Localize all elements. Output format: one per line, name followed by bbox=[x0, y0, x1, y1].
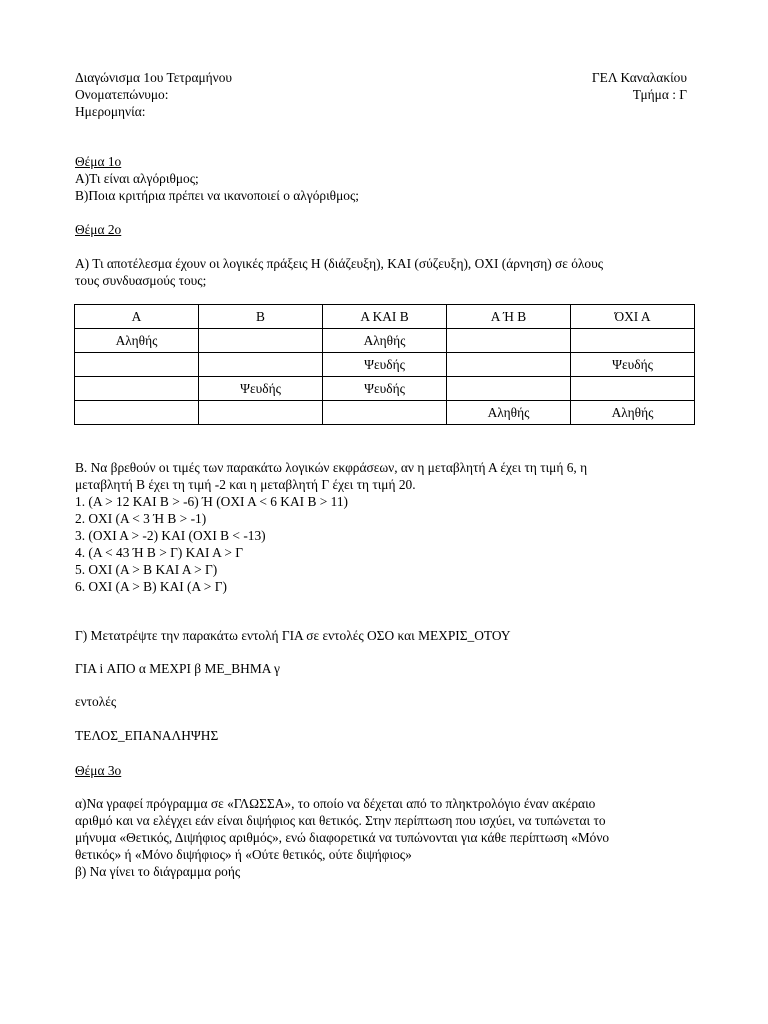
expression-item: 5. ΟΧΙ (Α > Β ΚΑΙ Α > Γ) bbox=[75, 562, 218, 577]
theme2-question-a bbox=[75, 255, 687, 289]
theme2-question-c: Γ) Μετατρέψτε την παρακάτω εντολή ΓΙΑ σε εντολές ΟΣΟ και ΜΕΧΡΙΣ_ΟΤΟΥ bbox=[75, 628, 511, 643]
loop-end: ΤΕΛΟΣ_ΕΠΑΝΑΛΗΨΗΣ bbox=[75, 728, 219, 743]
theme2-a-line2: τους συνδυασμούς τους; bbox=[75, 273, 207, 288]
table-cell: Ψευδής bbox=[323, 353, 447, 377]
expression-item: 4. (Α < 43 Ή Β > Γ) ΚΑΙ Α > Γ bbox=[75, 545, 243, 560]
exam-header bbox=[75, 69, 687, 120]
school-name: ΓΕΛ Καναλακίου bbox=[591, 70, 687, 85]
table-cell: Ψευδής bbox=[199, 377, 323, 401]
theme3-a-line3: μήνυμα «Θετικός, Διψήφιος αριθμός», ενώ διαφορετικά να τυπώνονται για κάθε περίπτωση «Μόνο bbox=[75, 830, 610, 845]
table-header-cell: Β bbox=[199, 305, 323, 329]
theme3-title: Θέμα 3ο bbox=[75, 763, 122, 778]
table-cell bbox=[75, 401, 199, 425]
theme3-a-line1: α)Να γραφεί πρόγραμμα σε «ΓΛΩΣΣΑ», το οποίο να δέχεται από το πληκτρολόγιο έναν ακέραιο bbox=[75, 796, 596, 811]
table-row bbox=[75, 401, 695, 425]
table-cell bbox=[447, 329, 571, 353]
table-cell: Αληθής bbox=[447, 401, 571, 425]
theme2-b-line2: μεταβλητή Β έχει τη τιμή -2 και η μεταβλητή Γ έχει τη τιμή 20. bbox=[75, 477, 416, 492]
table-cell: Αληθής bbox=[75, 329, 199, 353]
theme3-question-b: β) Να γίνει το διάγραμμα ροής bbox=[75, 864, 241, 879]
table-cell bbox=[447, 353, 571, 377]
theme2-question-b bbox=[75, 459, 687, 595]
theme2-b-line1: Β. Να βρεθούν οι τιμές των παρακάτω λογικών εκφράσεων, αν η μεταβλητή Α έχει τη τιμή 6, η bbox=[75, 460, 588, 475]
theme2-a-line1: Α) Τι αποτέλεσμα έχουν οι λογικές πράξεις Η (διάζευξη), ΚΑΙ (σύζευξη), ΟΧΙ (άρνηση) σε όλους bbox=[75, 256, 604, 271]
theme1-question-b: Β)Ποια κριτήρια πρέπει να ικανοποιεί ο αλγόριθμος; bbox=[75, 188, 359, 203]
table-cell bbox=[75, 353, 199, 377]
name-label: Ονοματεπώνυμο: bbox=[75, 87, 169, 102]
exam-title: Διαγώνισμα 1ου Τετραμήνου bbox=[75, 70, 233, 85]
expression-item: 3. (ΟΧΙ Α > -2) ΚΑΙ (ΟΧΙ Β < -13) bbox=[75, 528, 266, 543]
table-row bbox=[75, 353, 695, 377]
truth-table-header-row bbox=[75, 305, 695, 329]
truth-table bbox=[74, 304, 695, 425]
expression-item: 2. ΟΧΙ (Α < 3 Ή Β > -1) bbox=[75, 511, 207, 526]
table-header-cell: Α ΚΑΙ Β bbox=[323, 305, 447, 329]
table-row bbox=[75, 377, 695, 401]
table-cell bbox=[447, 377, 571, 401]
table-cell: Αληθής bbox=[323, 329, 447, 353]
table-header-cell: ΌΧΙ Α bbox=[571, 305, 695, 329]
table-cell bbox=[571, 329, 695, 353]
table-cell bbox=[199, 401, 323, 425]
theme1-title: Θέμα 1ο bbox=[75, 154, 122, 169]
table-header-cell: Α Ή Β bbox=[447, 305, 571, 329]
theme3-a-line2: αριθμό και να ελέγχει εάν είναι διψήφιος και θετικός. Στην περίπτωση που ισχύει, να τυπώνεται το bbox=[75, 813, 606, 828]
theme3-question-a bbox=[75, 795, 687, 863]
table-cell bbox=[323, 401, 447, 425]
table-row bbox=[75, 329, 695, 353]
table-cell bbox=[199, 329, 323, 353]
table-cell bbox=[75, 377, 199, 401]
theme2-title: Θέμα 2ο bbox=[75, 222, 122, 237]
date-label: Ημερομηνία: bbox=[75, 104, 146, 119]
table-header-cell: Α bbox=[75, 305, 199, 329]
expression-item: 1. (Α > 12 ΚΑΙ Β > -6) Ή (ΟΧΙ Α < 6 ΚΑΙ Β > 11) bbox=[75, 494, 348, 509]
table-cell: Ψευδής bbox=[323, 377, 447, 401]
table-cell bbox=[199, 353, 323, 377]
table-cell: Αληθής bbox=[571, 401, 695, 425]
theme1-section bbox=[75, 153, 687, 204]
expression-item: 6. ΟΧΙ (Α > Β) ΚΑΙ (Α > Γ) bbox=[75, 579, 227, 594]
for-statement: ΓΙΑ i ΑΠΟ α ΜΕΧΡΙ β ΜΕ_ΒΗΜΑ γ bbox=[75, 661, 280, 676]
loop-commands: εντολές bbox=[75, 694, 117, 709]
theme3-a-line4: θετικός» ή «Μόνο διψήφιος» ή «Ούτε θετικός, ούτε διψήφιος» bbox=[75, 847, 412, 862]
class-label: Τμήμα : Γ bbox=[632, 87, 687, 102]
table-cell: Ψευδής bbox=[571, 353, 695, 377]
table-cell bbox=[571, 377, 695, 401]
theme1-question-a: Α)Τι είναι αλγόριθμος; bbox=[75, 171, 199, 186]
